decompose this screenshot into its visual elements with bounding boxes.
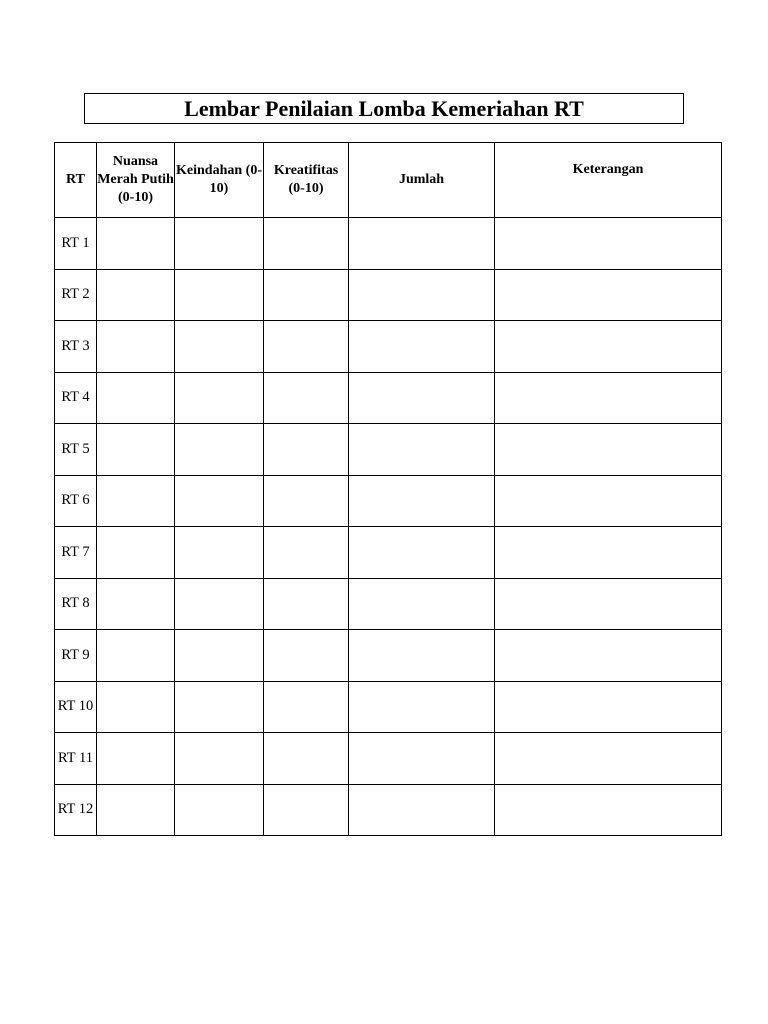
rt-label: RT 6 <box>55 475 97 527</box>
rt-label: RT 10 <box>55 681 97 733</box>
keindahan-cell[interactable] <box>175 784 264 836</box>
rt-label: RT 1 <box>55 218 97 270</box>
rt-label: RT 5 <box>55 424 97 476</box>
keterangan-cell[interactable] <box>495 321 722 373</box>
nuansa-cell[interactable] <box>97 784 175 836</box>
nuansa-cell[interactable] <box>97 269 175 321</box>
table-row <box>55 630 722 682</box>
rt-label: RT 9 <box>55 630 97 682</box>
table-row <box>55 733 722 785</box>
kreatifitas-cell[interactable] <box>264 733 349 785</box>
table-row <box>55 681 722 733</box>
kreatifitas-cell[interactable] <box>264 784 349 836</box>
keterangan-cell[interactable] <box>495 372 722 424</box>
kreatifitas-cell[interactable] <box>264 372 349 424</box>
keindahan-cell[interactable] <box>175 372 264 424</box>
keterangan-cell[interactable] <box>495 733 722 785</box>
kreatifitas-cell[interactable] <box>264 218 349 270</box>
nuansa-cell[interactable] <box>97 578 175 630</box>
nuansa-cell[interactable] <box>97 475 175 527</box>
keterangan-cell[interactable] <box>495 681 722 733</box>
jumlah-cell[interactable] <box>349 527 495 579</box>
table-row <box>55 578 722 630</box>
table-row <box>55 527 722 579</box>
keindahan-cell[interactable] <box>175 578 264 630</box>
scoring-table <box>54 142 722 836</box>
jumlah-cell[interactable] <box>349 578 495 630</box>
nuansa-cell[interactable] <box>97 527 175 579</box>
jumlah-cell[interactable] <box>349 475 495 527</box>
jumlah-cell[interactable] <box>349 218 495 270</box>
table-header-row <box>55 143 722 218</box>
keindahan-cell[interactable] <box>175 475 264 527</box>
keindahan-cell[interactable] <box>175 321 264 373</box>
keindahan-cell[interactable] <box>175 424 264 476</box>
header-keindahan: Keindahan (0-10) <box>175 143 264 218</box>
page-title: Lembar Penilaian Lomba Kemeriahan RT <box>84 93 684 124</box>
jumlah-cell[interactable] <box>349 321 495 373</box>
keindahan-cell[interactable] <box>175 269 264 321</box>
keterangan-cell[interactable] <box>495 578 722 630</box>
keterangan-cell[interactable] <box>495 630 722 682</box>
nuansa-cell[interactable] <box>97 424 175 476</box>
jumlah-cell[interactable] <box>349 424 495 476</box>
nuansa-cell[interactable] <box>97 733 175 785</box>
rt-label: RT 12 <box>55 784 97 836</box>
kreatifitas-cell[interactable] <box>264 630 349 682</box>
keterangan-cell[interactable] <box>495 424 722 476</box>
nuansa-cell[interactable] <box>97 218 175 270</box>
table-row <box>55 784 722 836</box>
header-keterangan: Keterangan <box>495 143 722 218</box>
jumlah-cell[interactable] <box>349 372 495 424</box>
table-row <box>55 321 722 373</box>
rt-label: RT 2 <box>55 269 97 321</box>
jumlah-cell[interactable] <box>349 733 495 785</box>
table-body <box>55 218 722 836</box>
rt-label: RT 8 <box>55 578 97 630</box>
keterangan-cell[interactable] <box>495 269 722 321</box>
jumlah-cell[interactable] <box>349 784 495 836</box>
header-rt: RT <box>55 143 97 218</box>
keindahan-cell[interactable] <box>175 681 264 733</box>
kreatifitas-cell[interactable] <box>264 269 349 321</box>
rt-label: RT 3 <box>55 321 97 373</box>
header-jumlah: Jumlah <box>349 143 495 218</box>
table-row <box>55 424 722 476</box>
header-kreatifitas: Kreatifitas (0-10) <box>264 143 349 218</box>
keterangan-cell[interactable] <box>495 784 722 836</box>
kreatifitas-cell[interactable] <box>264 321 349 373</box>
keterangan-cell[interactable] <box>495 475 722 527</box>
table-row <box>55 372 722 424</box>
rt-label: RT 11 <box>55 733 97 785</box>
keindahan-cell[interactable] <box>175 527 264 579</box>
header-nuansa-merah-putih: Nuansa Merah Putih (0-10) <box>97 143 175 218</box>
jumlah-cell[interactable] <box>349 269 495 321</box>
kreatifitas-cell[interactable] <box>264 578 349 630</box>
kreatifitas-cell[interactable] <box>264 475 349 527</box>
nuansa-cell[interactable] <box>97 630 175 682</box>
jumlah-cell[interactable] <box>349 681 495 733</box>
table-row <box>55 218 722 270</box>
kreatifitas-cell[interactable] <box>264 527 349 579</box>
rt-label: RT 7 <box>55 527 97 579</box>
kreatifitas-cell[interactable] <box>264 424 349 476</box>
nuansa-cell[interactable] <box>97 321 175 373</box>
keindahan-cell[interactable] <box>175 733 264 785</box>
kreatifitas-cell[interactable] <box>264 681 349 733</box>
nuansa-cell[interactable] <box>97 372 175 424</box>
keindahan-cell[interactable] <box>175 630 264 682</box>
nuansa-cell[interactable] <box>97 681 175 733</box>
rt-label: RT 4 <box>55 372 97 424</box>
keterangan-cell[interactable] <box>495 218 722 270</box>
table-row <box>55 475 722 527</box>
keindahan-cell[interactable] <box>175 218 264 270</box>
keterangan-cell[interactable] <box>495 527 722 579</box>
table-row <box>55 269 722 321</box>
jumlah-cell[interactable] <box>349 630 495 682</box>
